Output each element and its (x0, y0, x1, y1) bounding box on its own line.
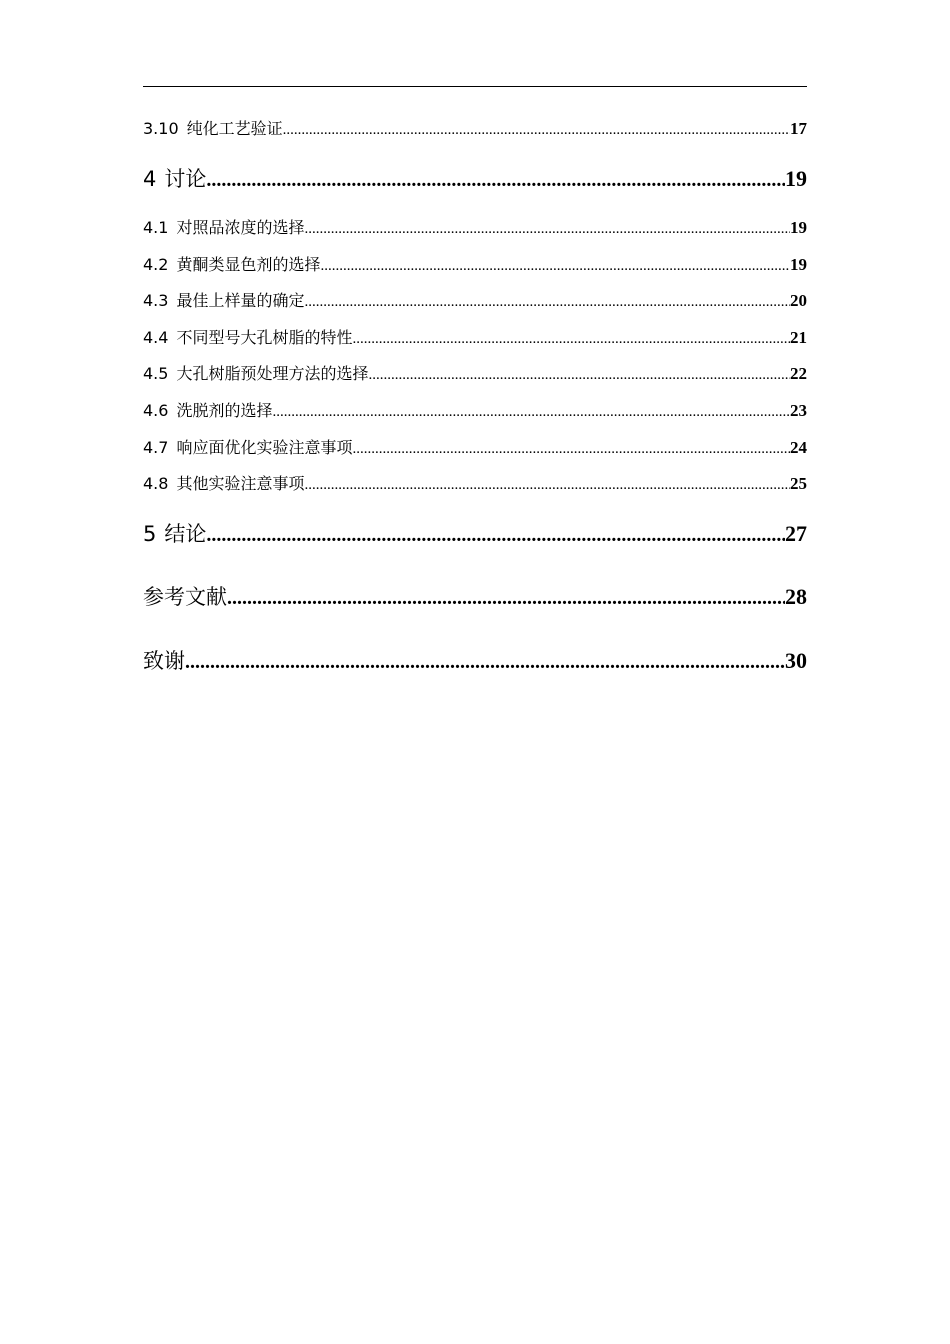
toc-leader-dots (206, 504, 785, 565)
toc-entry-page: 19 (785, 166, 807, 191)
header-rule (143, 86, 807, 87)
toc-entry-title: 响应面优化实验注意事项 (176, 437, 353, 457)
toc-entry-number: 4.7 (143, 437, 169, 457)
toc-entry-number: 4.2 (143, 254, 169, 274)
toc-entry-4[interactable] (143, 148, 807, 210)
toc-entry-title: 结论 (164, 521, 207, 546)
toc-entry-title: 参考文献 (143, 584, 227, 609)
toc-leader-dots (352, 321, 790, 357)
toc-entry-references[interactable] (143, 565, 807, 629)
toc-leader-dots (283, 111, 790, 148)
toc-entry-page: 19 (790, 254, 807, 274)
toc-entry-number: 4.3 (143, 291, 169, 311)
toc-leader-dots (304, 211, 790, 247)
toc-entry-page: 24 (790, 437, 807, 457)
toc-entry-label (143, 503, 206, 565)
toc-entry-title: 纯化工艺验证 (186, 119, 283, 138)
toc-entry-number: 5 (143, 521, 157, 546)
toc-entry-label (143, 393, 272, 430)
toc-entry-5[interactable] (143, 503, 807, 565)
toc-entry-page: 23 (790, 400, 807, 420)
toc-entry-number: 4.1 (143, 218, 169, 237)
toc-entry-acknowledgements[interactable] (143, 629, 807, 693)
toc-leader-dots (368, 357, 790, 393)
toc-entry-label (143, 430, 352, 467)
toc-entry-number: 4.5 (143, 364, 169, 384)
toc-entry-label (143, 110, 283, 148)
toc-entry-title: 致谢 (143, 648, 185, 673)
toc-leader-dots (185, 630, 785, 693)
toc-leader-dots (206, 149, 785, 210)
toc-entry-title: 大孔树脂预处理方法的选择 (176, 364, 369, 384)
toc-entry-4-6[interactable] (143, 393, 807, 430)
toc-entry-page: 17 (790, 119, 807, 138)
toc-entry-label (143, 283, 304, 320)
toc-entry-4-2[interactable] (143, 247, 807, 284)
toc-entry-label (143, 320, 352, 357)
toc-leader-dots (272, 394, 790, 430)
toc-entry-page: 19 (790, 218, 807, 237)
toc-entry-4-3[interactable] (143, 283, 807, 320)
toc-entry-4-7[interactable] (143, 430, 807, 467)
toc-entry-4-8[interactable] (143, 466, 807, 503)
toc-entry-label (143, 466, 304, 503)
toc-entry-title: 讨论 (164, 167, 207, 191)
toc-entry-label (143, 356, 368, 393)
toc-leader-dots (304, 467, 790, 503)
table-of-contents (143, 110, 807, 693)
toc-entry-4-4[interactable] (143, 320, 807, 357)
toc-entry-page: 20 (790, 291, 807, 311)
toc-entry-title: 其他实验注意事项 (176, 474, 305, 494)
toc-leader-dots (352, 431, 790, 467)
toc-entry-page: 25 (790, 474, 807, 494)
toc-entry-label (143, 148, 206, 210)
toc-entry-number: 4.6 (143, 400, 169, 420)
toc-entry-label (143, 247, 320, 284)
toc-entry-number: 4.8 (143, 474, 169, 494)
toc-entry-page: 21 (790, 327, 807, 347)
toc-entry-page: 28 (785, 583, 807, 609)
toc-entry-number: 3.10 (143, 119, 179, 138)
toc-entry-label (143, 565, 227, 629)
toc-entry-number: 4 (143, 167, 157, 191)
toc-entry-label (143, 210, 304, 247)
toc-leader-dots (320, 248, 790, 284)
toc-entry-page: 30 (785, 647, 807, 673)
toc-leader-dots (304, 284, 790, 320)
toc-entry-4-1[interactable] (143, 210, 807, 247)
toc-entry-title: 对照品浓度的选择 (176, 218, 305, 237)
toc-entry-label (143, 629, 185, 693)
toc-entry-title: 最佳上样量的确定 (176, 291, 305, 311)
toc-entry-number: 4.4 (143, 327, 169, 347)
toc-entry-title: 不同型号大孔树脂的特性 (176, 327, 353, 347)
toc-leader-dots (227, 566, 785, 629)
toc-entry-title: 黄酮类显色剂的选择 (176, 254, 321, 274)
toc-entry-page: 22 (790, 364, 807, 384)
toc-entry-page: 27 (785, 520, 807, 546)
toc-entry-4-5[interactable] (143, 356, 807, 393)
toc-entry-title: 洗脱剂的选择 (176, 400, 273, 420)
toc-entry-3-10[interactable] (143, 110, 807, 148)
